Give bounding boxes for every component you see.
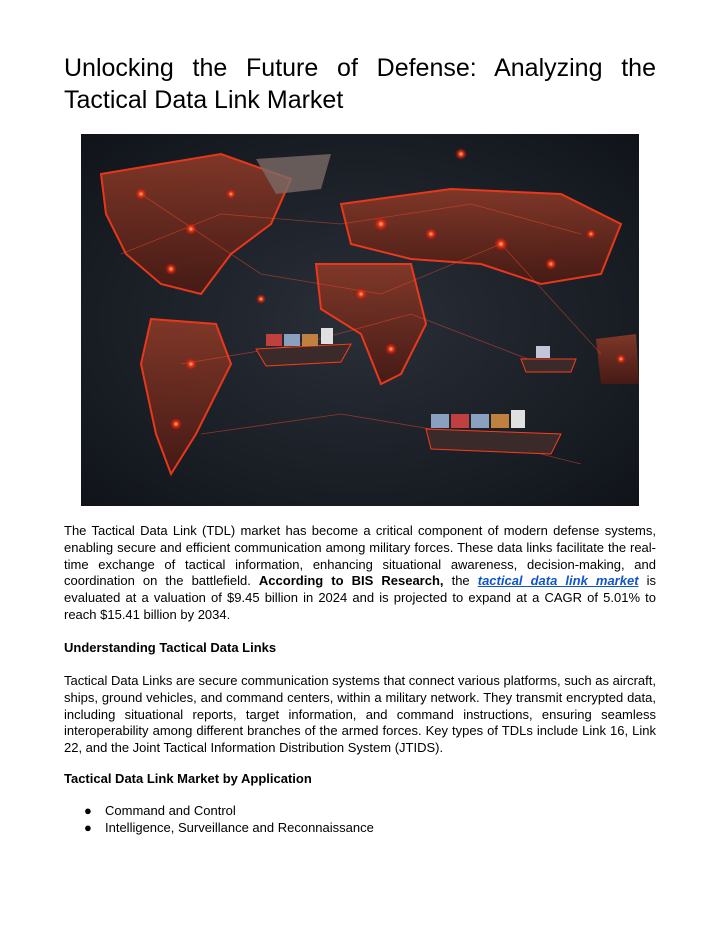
intro-text: The Tactical Data Link (TDL) market has become a critical component of modern defense systems, enabling secure and efficient communication among military forces. These data links facilitate the real-time exchange of tactical information, enhancing situational awareness, decision-making, and coordination on the battlefield. <box>64 523 656 589</box>
bullet-icon: ● <box>84 820 92 835</box>
intro-paragraph <box>64 523 656 624</box>
page-title <box>64 52 656 116</box>
bullet-icon: ● <box>84 803 92 818</box>
source-attribution: According to BIS Research, <box>258 573 444 589</box>
intro-connector: the <box>443 573 478 589</box>
tactical-data-link-market-link[interactable]: tactical data link market <box>477 573 639 589</box>
application-list <box>64 802 656 836</box>
list-item-label: Command and Control <box>105 803 236 818</box>
section-paragraph-understanding: Tactical Data Links are secure communication systems that connect various platforms, such as aircraft, ships, ground vehicles, and command centers, within a military network. They transmit encrypted data, including situational reports, target information, and command instructions, ensuring seamless interoperability among different branches of the armed forces. Key types of TDLs include Link 16, Link 22, and the Joint Tactical Information Distribution System (JTIDS). <box>64 673 656 756</box>
page-title-line-1: Unlocking the Future of Defense: Analyzing the <box>64 54 656 82</box>
intro-text-continued: is evaluated at a valuation of $9.45 billion in 2024 and is projected to expand at a CAGR of 5.01% to reach $15.41 billion by 2034. <box>64 573 656 622</box>
list-item-label: Intelligence, Surveillance and Reconnaissance <box>105 820 374 835</box>
list-item <box>64 819 656 836</box>
section-heading-understanding: Understanding Tactical Data Links <box>64 640 277 655</box>
hero-image <box>81 134 639 506</box>
world-map-illustration <box>81 134 639 506</box>
page-title-line-2: Tactical Data Link Market <box>64 86 344 114</box>
list-item <box>64 802 656 819</box>
section-heading-application: Tactical Data Link Market by Application <box>64 771 312 786</box>
